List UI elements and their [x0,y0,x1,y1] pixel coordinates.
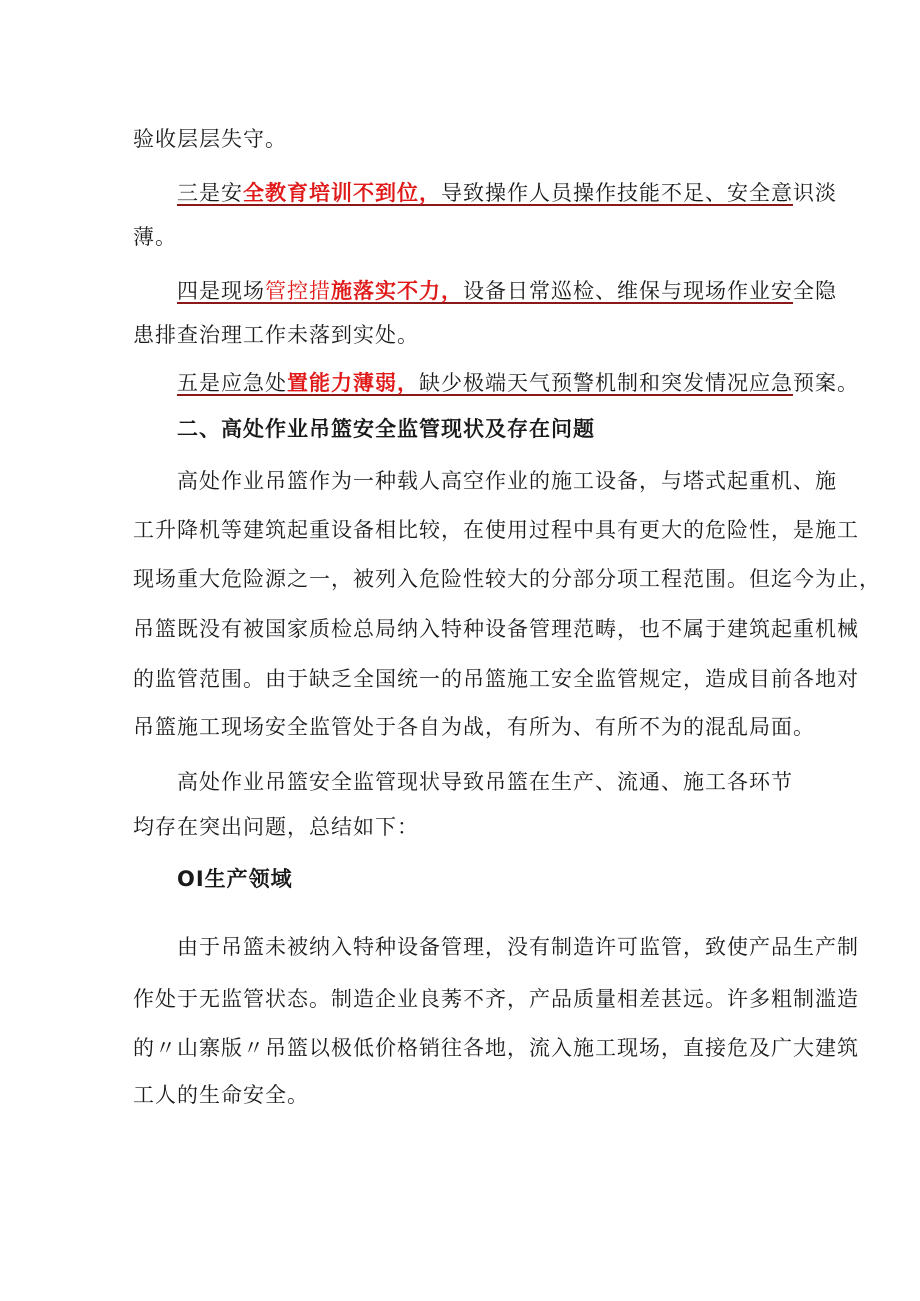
text-span: 识淡 [793,181,837,205]
text-span: 患排查治理工作未落到实处。 [133,323,419,347]
highlight-span: 管控措 [265,279,331,303]
text-span: 吊篮施工现场安全监管处于各自为战，有所为、有所不为的混乱局面。 [133,715,815,739]
text-line [133,614,859,644]
text-span: 导致操作人员操作技能不足、安全意 [441,181,793,205]
text-span: 均存在突出问题，总结如下： [133,815,419,839]
text-span: 的〃山寨版〃吊篮以极低价格销往各地，流入施工现场，直接危及广大建筑 [133,1036,859,1060]
text-span: 吊篮既没有被国家质检总局纳入特种设备管理范畴，也不属于建筑起重机械 [133,617,859,641]
highlight-span: 施落实不力， [331,278,463,303]
text-span: 工升降机等建筑起重设备相比较，在使用过程中具有更大的危险性，是施工 [133,518,859,542]
text-span: 设备日常巡检、维保与现场作业安 [463,279,793,303]
heading-text: OI生产领域 [177,867,293,891]
heading-text: 二、高处作业吊篮安全监管现状及存在问题 [177,417,595,441]
text-line [133,222,177,252]
text-line [133,984,859,1014]
text-span: 现场重大危险源之一，被列入危险性较大的分部分项工程范围。但迄今为止， [133,567,881,591]
text-line [133,320,419,350]
section-heading [177,414,595,444]
text-span: 由于吊篮未被纳入特种设备管理，没有制造许可监管，致使产品生产制 [177,935,859,959]
text-span: 缺少极端天气预警机制和突发情况应急 [419,371,793,395]
text-span: 高处作业吊篮作为一种载人高空作业的施工设备，与塔式起重机、施 [177,469,837,493]
text-span: 四是现场 [177,279,265,303]
text-span: 验收层层失守。 [133,127,287,151]
paragraph-three [177,178,837,208]
text-line [133,712,815,742]
text-line [133,664,859,694]
text-span: 五是应急处 [177,371,287,395]
text-span: 三是安 [177,181,243,205]
text-line [177,466,837,496]
highlight-span: 置能力薄弱， [287,370,419,395]
text-span: 预案。 [793,371,859,395]
paragraph-four [177,276,837,306]
highlight-span: 全教育培训不到位， [243,180,441,205]
text-line [133,515,859,545]
text-span: 的监管范围。由于缺乏全国统一的吊篮施工安全监管规定，造成目前各地对 [133,667,859,691]
sub-heading [177,864,293,894]
text-line [133,124,287,154]
text-span: 全隐 [793,279,837,303]
text-line [133,1080,309,1110]
text-line [133,812,419,842]
text-line [177,932,859,962]
text-span: 作处于无监管状态。制造企业良莠不齐，产品质量相差甚远。许多粗制滥造 [133,987,859,1011]
text-line [177,767,793,797]
text-line [133,564,881,594]
text-span: 高处作业吊篮安全监管现状导致吊篮在生产、流通、施工各环节 [177,770,793,794]
text-span: 薄。 [133,225,177,249]
paragraph-five [177,368,859,398]
text-span: 工人的生命安全。 [133,1083,309,1107]
text-line [133,1033,859,1063]
